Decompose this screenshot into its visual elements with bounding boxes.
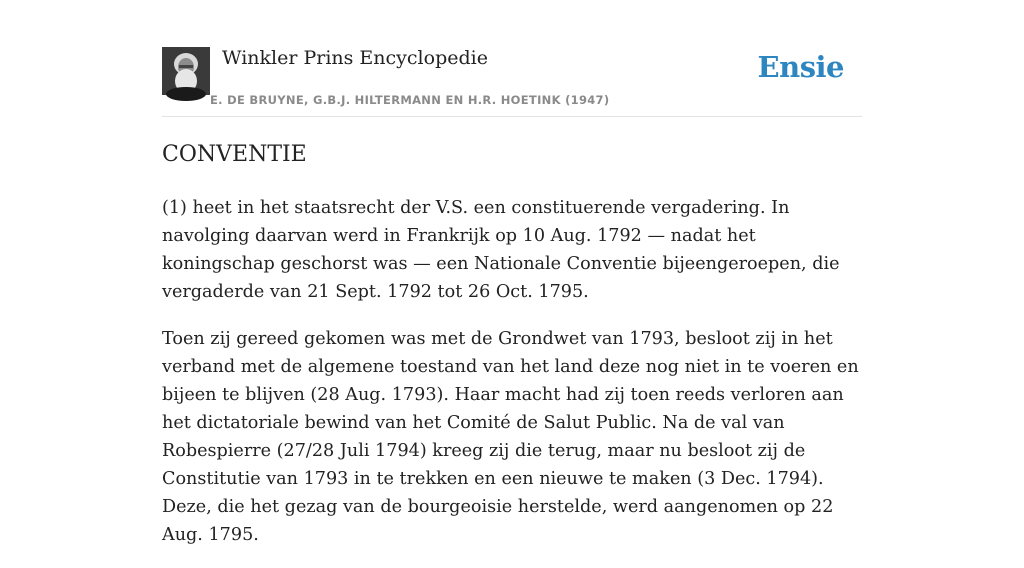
site-name[interactable]: Winkler Prins Encyclopedie (222, 47, 488, 69)
article-paragraph: Toen zij gereed gekomen was met de Grondwet van 1793, besloot zij in het verband met de algemene toestand van het land deze nog niet in te voeren en bijeen te blijven (28 Aug. 1793). Haar macht had zij toen reeds verloren aan het dictatoriale bewind van het Comité de Salut Public. Na de val van Robespierre (27/28 Juli 1794) kreeg zij die terug, maar nu besloot zij de Constitutie van 1793 in te trekken en een nieuwe te maken (3 Dec. 1794). Deze, die het gezag van de bourgeoisie herstelde, werd aangenomen op 22 Aug. 1795. (162, 329, 859, 545)
article-title: CONVENTIE (162, 142, 307, 167)
site-header (162, 46, 862, 117)
author-avatar (162, 47, 210, 95)
article-paragraph: (1) heet in het staatsrecht der V.S. een constituerende vergadering. In navolging daarvan werd in Frankrijk op 10 Aug. 1792 — nadat het koningschap geschorst was — een Nationale Conventie bijeengeroepen, die vergaderde van 21 Sept. 1792 tot 26 Oct. 1795. (162, 198, 840, 302)
authors-credit: E. DE BRUYNE, G.B.J. HILTERMANN EN H.R. HOETINK (1947) (210, 93, 610, 107)
article (162, 138, 862, 568)
portrait-icon (162, 47, 210, 95)
brand-logo-link[interactable]: Ensie (757, 50, 844, 84)
